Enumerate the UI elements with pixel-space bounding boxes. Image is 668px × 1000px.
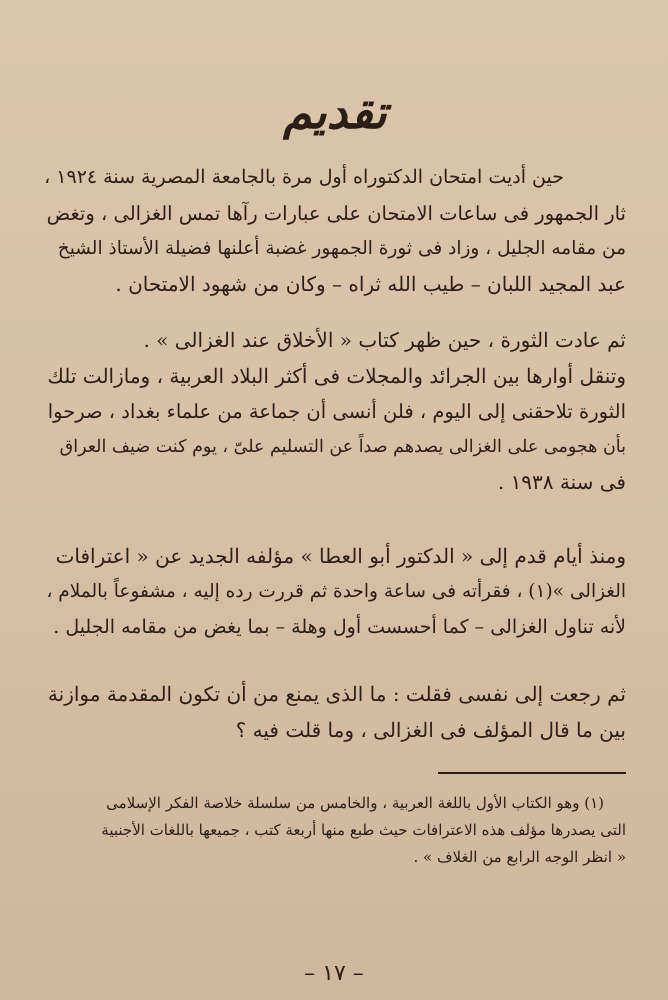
text-line: ومنذ أيام قدم إلى « الدكتور أبو العطا » مؤلفه الجديد عن « اعترافات xyxy=(55,543,626,568)
page-title: تقديم xyxy=(283,85,387,139)
text-line: لأنه تناول الغزالى – كما أحسست أول وهلة – بما يغض من مقامه الجليل . xyxy=(53,615,626,638)
text-line: بين ما قال المؤلف فى الغزالى ، وما قلت فيه ؟ xyxy=(235,717,626,742)
paragraph-2 xyxy=(44,323,626,501)
footnote-divider xyxy=(438,772,626,774)
text-line: الغزالى »(١) ، فقرأته فى ساعة واحدة ثم قررت رده إليه ، مشفوعاً بالملام ، xyxy=(46,581,626,602)
footnote-line: « انظر الوجه الرابع من الغلاف » . xyxy=(413,848,626,866)
paragraph-3 xyxy=(44,539,626,646)
text-line: الثورة تلاحقنى إلى اليوم ، فلن أنسى أن جماعة من علماء بغداد ، صرحوا xyxy=(47,400,626,423)
footnote-line: (١) وهو الكتاب الأول باللغة العربية ، والخامس من سلسلة خلاصة الفكر الإسلامى xyxy=(106,794,604,812)
page-number: – ١٧ – xyxy=(304,961,364,986)
text-line: ثم عادت الثورة ، حين ظهر كتاب « الأخلاق عند الغزالى » . xyxy=(143,328,626,352)
text-line: من مقامه الجليل ، وزاد فى ثورة الجمهور غضبة أعلنها فضيلة الأستاذ الشيخ xyxy=(57,238,626,259)
text-line: فى سنة ١٩٣٨ . xyxy=(497,470,626,494)
text-line: وتنقل أوارها بين الجرائد والمجلات فى أكثر البلاد العربية ، ومازالت تلك xyxy=(47,363,626,388)
text-line: بأن هجومى على الغزالى يصدهم صداً عن التسليم علىّ ، يوم كنت ضيف العراق xyxy=(59,436,626,457)
paragraph-4 xyxy=(44,677,626,748)
footnote-line: التى يصدرها مؤلف هذه الاعترافات حيث طبع منها أربعة كتب ، جميعها باللغات الأجنبية xyxy=(101,821,626,839)
text-line: حين أديت امتحان الدكتوراه أول مرة بالجامعة المصرية سنة ١٩٢٤ ، xyxy=(44,166,564,188)
text-line: ثار الجمهور فى ساعات الامتحان على عبارات رآها تمس الغزالى ، وتغض xyxy=(46,201,626,225)
text-line: ثم رجعت إلى نفسى فقلت : ما الذى يمنع من أن تكون المقدمة موازنة xyxy=(47,682,626,706)
text-line: عبد المجيد اللبان – طيب الله ثراه – وكان من شهود الامتحان . xyxy=(115,271,626,296)
footnote xyxy=(44,790,626,871)
paragraph-1 xyxy=(44,160,626,302)
